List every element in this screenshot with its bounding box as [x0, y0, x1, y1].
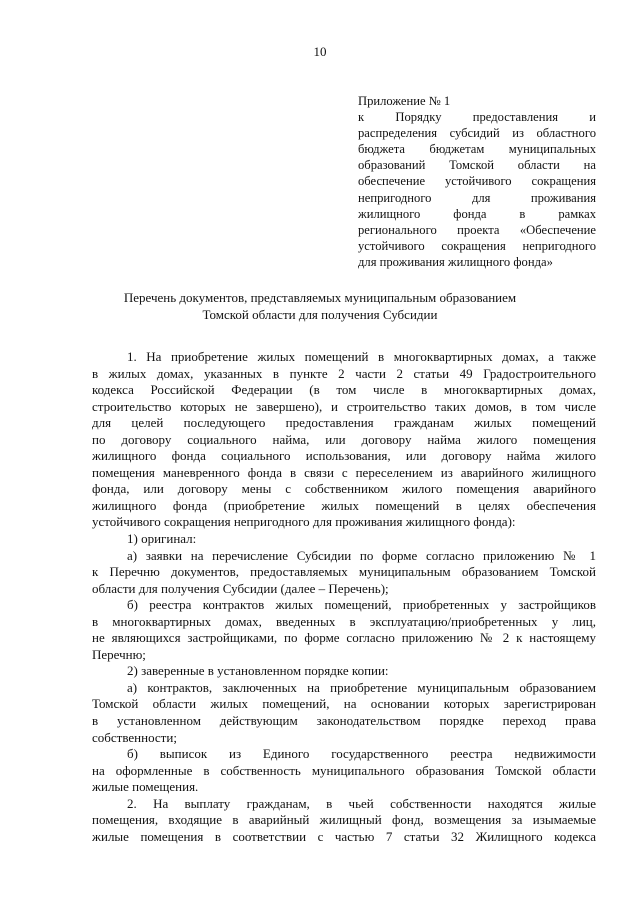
body-line: Перечню;: [92, 646, 146, 662]
document-title: [0, 289, 640, 323]
body-line: в жилых домах, указанных в пункте 2 части 2 статьи 49 Градостроительного: [92, 365, 596, 381]
body-line: строительство которых не завершено), и строительство таких домов, в том числе: [92, 398, 596, 414]
body-line: по договору социального найма, или договору найма жилого помещения: [92, 431, 596, 447]
body-line: в установленном действующим законодательством порядке переход права: [92, 713, 596, 729]
body-line: кодекса Российской Федерации (в том числе в многоквартирных домах,: [92, 382, 596, 398]
appendix-line: бюджета бюджетам муниципальных: [358, 142, 596, 157]
body-line: помещения маневренного фонда в связи с переселением из аварийного жилищного: [92, 464, 596, 480]
body-line: для целей последующего предоставления гражданам жилых помещений: [92, 415, 596, 431]
document-body: [92, 349, 596, 845]
appendix-header: [358, 93, 596, 270]
body-line: 1) оригинал:: [127, 531, 197, 547]
document-title-line-1: Перечень документов, представляемых муниципальным образованием: [123, 290, 517, 305]
appendix-line: обеспечение устойчивого сокращения: [358, 174, 596, 189]
body-line: жилищного фонда (приобретение жилых помещений в целях обеспечения: [92, 497, 596, 513]
document-title-line-2: Томской области для получения Субсидии: [202, 307, 438, 322]
body-line: к Перечню документов, предоставляемых муниципальным образованием Томской: [92, 564, 596, 580]
body-line: в многоквартирных домах, введенных в эксплуатацию/приобретенных у лиц,: [92, 613, 596, 629]
body-line: не являющихся застройщиками, по форме согласно приложению № 2 к настоящему: [92, 630, 596, 646]
body-line: б) реестра контрактов жилых помещений, приобретенных у застройщиков: [127, 597, 596, 613]
appendix-line: распределения субсидий из областного: [358, 126, 596, 141]
appendix-line: жилищного фонда в рамках: [358, 206, 596, 221]
appendix-line: устойчивого сокращения непригодного: [358, 238, 596, 253]
body-line: б) выписок из Единого государственного реестра недвижимости: [127, 746, 596, 762]
body-line: помещения, входящие в аварийный жилищный фонд, возмещения за изымаемые: [92, 812, 596, 828]
appendix-line: образований Томской области на: [358, 158, 596, 173]
appendix-title: Приложение № 1: [358, 94, 451, 108]
appendix-line: к Порядку предоставления и: [358, 110, 596, 125]
body-line: Томской области жилых помещений, на основании которых зарегистрирован: [92, 696, 596, 712]
body-line: 1. На приобретение жилых помещений в многоквартирных домах, а также: [127, 349, 596, 364]
body-line: 2. На выплату гражданам, в чьей собственности находятся жилые: [127, 795, 596, 811]
body-line: 2) заверенные в установленном порядке копии:: [127, 663, 389, 679]
body-line: фонда, или договору мены с собственником жилого помещения аварийного: [92, 481, 596, 497]
body-line: а) заявки на перечисление Субсидии по форме согласно приложению № 1: [127, 547, 596, 563]
page-number: 10: [313, 44, 327, 59]
body-line: устойчивого сокращения непригодного для проживания жилищного фонда):: [92, 514, 516, 530]
appendix-line: регионального проекта «Обеспечение: [358, 222, 596, 237]
body-line: жилые помещения.: [92, 779, 199, 795]
body-line: области для получения Субсидии (далее – Перечень);: [92, 580, 389, 596]
body-line: а) контрактов, заключенных на приобретение муниципальным образованием: [127, 679, 596, 695]
body-line: на оформленные в собственность муниципального образования Томской области: [92, 762, 596, 778]
appendix-line: для проживания жилищного фонда»: [358, 254, 553, 269]
body-line: жилые помещения в соответствии с частью 7 статьи 32 Жилищного кодекса: [92, 828, 596, 844]
body-line: собственности;: [92, 729, 177, 745]
body-line: жилищного фонда социального использования, или договору найма жилого: [92, 448, 596, 464]
appendix-line: непригодного для проживания: [358, 190, 596, 205]
